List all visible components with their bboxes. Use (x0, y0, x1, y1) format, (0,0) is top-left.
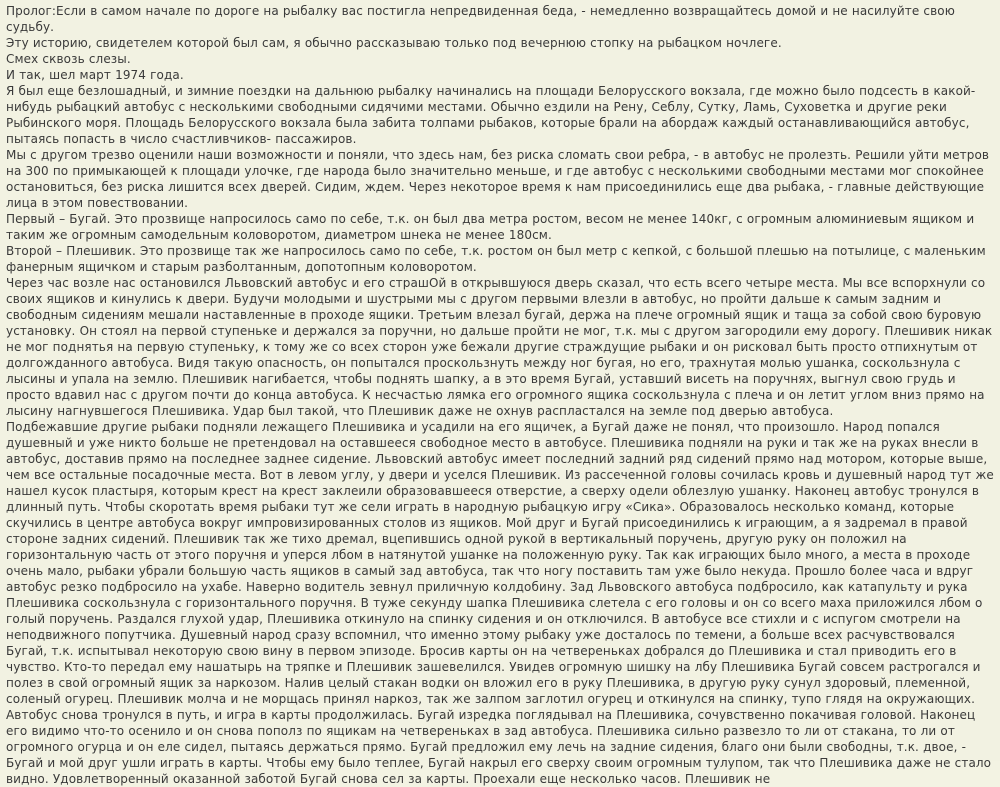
story-paragraph: Мы с другом трезво оценили наши возможности и поняли, что здесь нам, без риска сломать свои ребра, - в автобус не пролезть. Решили уйти метров на 300 по примыкающей к площади улочке, где народа было значительно меньше, и где автобус с несколькими свободными местами мог спокойнее остановиться, без риска лишится всех дверей. Сидим, ждем. Через некоторое время к нам присоединились еще два рыбака, - главные действующие лица в этом повествовании. (6, 148, 990, 210)
story-paragraph: Подбежавшие другие рыбаки подняли лежащего Плешивика и усадили на его ящичек, а Бугай даже не понял, что произошло. Народ попался душевный и уже никто больше не претендовал на оставшееся свободное место в автобусе. Плешивика подняли на руки и так же на руках внесли в автобус, доставив прямо на последнее заднее сидение. Львовский автобус имеет последний задний ряд сидений прямо над мотором, которые выше, чем все остальные посадочные места. Вот в левом углу, у двери и уселся Плешивик. Из рассеченной головы сочилась кровь и душевный народ тут же нашел кусок пластыря, которым крест на крест заклеили образовавшееся отверстие, а сверху одели облезлую ушанку. Наконец автобус тронулся в длинный путь. Чтобы скоротать время рыбаки тут же сели играть в народную рыбацкую игру «Сика». Образовалось несколько команд, которые скучились в центре автобуса вокруг импровизированных столов из ящиков. Мой друг и Бугай присоединились к играющим, а я задремал в правой стороне задних сидений. Плешивик так же тихо дремал, вцепившись одной рукой в вертикальный поручень, другую руку он положил на горизонтальную часть от этого поручня и уперся лбом в натянутой ушанке на положенную руку. Так как играющих было много, а места в проходе очень мало, рыбаки убрали большую часть ящиков в самый зад автобуса, так что ногу поставить там уже было некуда. Прошло более часа и вдруг автобус резко подбросило на ухабе. Наверно водитель зевнул приличную колдобину. Зад Львовского автобуса подбросило, как катапульту и рука Плешивика соскользнула с горизонтального поручня. В туже секунду шапка Плешивика слетела с его головы и он со всего маха приложился лбом о голый поручень. Раздался глухой удар, Плешивика откинуло на спинку сидения и он отключился. В автобусе все стихли и с испугом смотрели на неподвижного попутчика. Душевный народ сразу вспомнил, что именно этому рыбаку уже досталось по темени, а больше всех расчувствовался Бугай, т.к. испытывал некоторую свою вину в первом эпизоде. Бросив карты он на четвереньках добрался до Плешивика и стал приводить его в чувство. Кто-то передал ему нашатырь на тряпке и Плешивик зашевелился. Увидев огромную шишку на лбу Плешивика Бугай совсем растрогался и полез в свой огромный ящик за наркозом. Налив целый стакан водки он вложил его в руку Плешивика, в другую руку сунул здоровый, племенной, соленый огурец. Плешивик молча и не морщась принял наркоз, так же залпом заглотил огурец и откинулся на спинку, тупо глядя на окружающих. Автобус снова тронулся в путь, и игра в карты продолжилась. Бугай изредка поглядывал на Плешивика, сочувственно покачивая головой. Наконец его видимо что-то осенило и он снова пополз по ящикам на четвереньках в зад автобуса. Плешивика сильно развезло то ли от стакана, то ли от огромного огурца и он еле сидел, пытаясь держаться прямо. Бугай предложил ему лечь на задние сидения, благо они были свободны, т.к. двое, - Бугай и мой друг ушли играть в карты. Чтобы ему было теплее, Бугай накрыл его сверху своим огромным тулупом, так что Плешивика даже не стало видно. Удовлетворенный оказанной заботой Бугай снова сел за карты. Проехали еще несколько часов. Плешивик не (6, 420, 994, 786)
subtitle-paragraph: Смех сквозь слезы. (6, 52, 131, 66)
story-paragraph: Через час возле нас остановился Львовский автобус и его страшОй в открывшуюся дверь сказал, что есть всего четыре места. Мы все вспорхнули со своих ящиков и кинулись к двери. Будучи молодыми и шустрыми мы с другом первыми влезли в автобус, но пройти дальше к самым задним и свободным сидениям мешали наставленные в проходе ящики. Третьим влезал бугай, держа на плече огромный ящик и таща за собой свою буровую установку. Он стоял на первой ступеньке и держался за поручни, но дальше пройти не мог, т.к. мы с другом загородили ему дорогу. Плешивик никак не мог поднятья на первую ступеньку, к тому же со всех сторон уже бежали другие страждущие рыбаки и он рисковал быть просто отпихнутым от долгожданного автобуса. Видя такую опасность, он попытался проскользнуть между ног бугая, но его, трахнутая молью ушанка, соскользнула с лысины и упала на землю. Плешивик нагибается, чтобы поднять шапку, а в это время Бугай, уставший висеть на поручнях, выгнул свою грудь и просто вдавил нас с другом почти до конца автобуса. К несчастью лямка его огромного ящика соскользнула с плеча и он летит углом вниз прямо на лысину нагнувшегося Плешивика. Удар был такой, что Плешивик даже не охнув распластался на земле под дверью автобуса. (6, 276, 993, 418)
intro-paragraph: Эту историю, свидетелем которой был сам, я обычно рассказываю только под вечернюю стопку на рыбацком ночлеге. (6, 36, 782, 50)
character-bugai-paragraph: Первый – Бугай. Это прозвище напросилось само по себе, т.к. он был два метра ростом, весом не менее 140кг, с огромным алюминиевым ящиком и таким же огромным самодельным коловоротом, диаметром шнека не менее 180см. (6, 212, 975, 242)
character-pleshivik-paragraph: Второй – Плешивик. Это прозвище так же напросилось само по себе, т.к. ростом он был метр с кепкой, с большой плешью на потылице, с маленьким фанерным ящичком и старым разболтанным, допотопным коловоротом. (6, 244, 986, 274)
date-paragraph: И так, шел март 1974 года. (6, 68, 184, 82)
prologue-paragraph: Пролог:Если в самом начале по дороге на рыбалку вас постигла непредвиденная беда, - немедленно возвращайтесь домой и не насилуйте свою судьбу. (6, 4, 955, 34)
story-paragraph: Я был еще безлошадный, и зимние поездки на дальнюю рыбалку начинались на площади Белорусского вокзала, где можно было подсесть в какой-нибудь рыбацкий автобус с несколькими свободными сидячими местами. Обычно ездили на Рену, Себлу, Сутку, Ламь, Суховетка и другие реки Рыбинского моря. Площадь Белорусского вокзала была забита толпами рыбаков, которые брали на абордаж каждый останавливающийся автобус, пытаясь попасть в число счастливчиков- пассажиров. (6, 84, 976, 146)
